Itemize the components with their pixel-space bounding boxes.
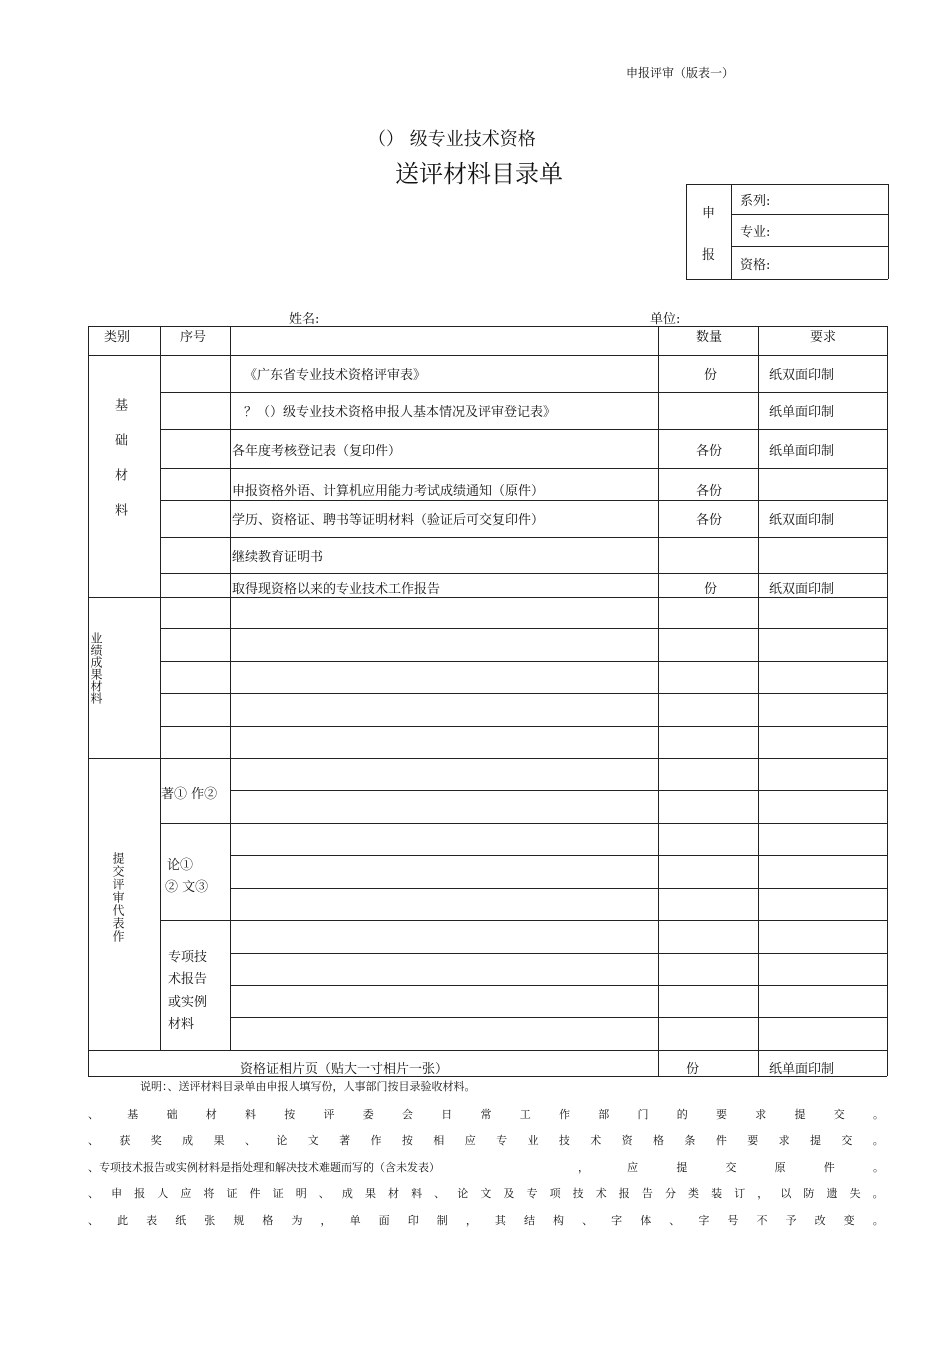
note-line-2: 、 获 奖 成 果 、 论 文 著 作 按 相 应 专 业 技 术 资 格 条 件 要 求 提 交 。 bbox=[88, 1134, 884, 1147]
basic-req-2: 纸单面印制 bbox=[769, 405, 835, 420]
basic-item-2: ？（）级专业技术资格申报人基本情况及评审登记表》 bbox=[244, 405, 557, 420]
basic-item-7: 取得现资格以来的专业技术工作报告 bbox=[232, 582, 441, 597]
header-quantity: 数量 bbox=[696, 330, 723, 345]
report-label-line-3: 或实例 bbox=[168, 995, 208, 1010]
basic-req-7: 纸双面印制 bbox=[769, 582, 835, 597]
papers-label-1: 论① bbox=[167, 858, 194, 873]
report-label-line-2: 术报告 bbox=[168, 972, 208, 987]
category-representative: 提交评审代表作 bbox=[111, 852, 125, 943]
basic-req-3: 纸单面印制 bbox=[769, 444, 835, 459]
unit-label[interactable]: 单位: bbox=[650, 312, 681, 327]
basic-qty-1: 份 bbox=[704, 368, 718, 383]
note-line-3-left: 、专项技术报告或实例材料是指处理和解决技术难题而写的（含未发表） bbox=[88, 1161, 440, 1174]
basic-qty-7: 份 bbox=[704, 582, 718, 597]
note-line-4: 、 申 报 人 应 将 证 件 证 明 、 成 果 材 料 、 论 文 及 专 项 技 术 报 告 分 类 装 订 ， 以 防 遗 失 。 bbox=[88, 1187, 884, 1200]
note-line-5: 、 此 表 纸 张 规 格 为 ， 单 面 印 制 ， 其 结 构 、 字 体 、 字 号 不 予 改 变 。 bbox=[88, 1214, 884, 1227]
version-tag: 申报评审（版表一） bbox=[626, 66, 735, 80]
report-label-line-1: 专项技 bbox=[168, 950, 208, 965]
note-line-1: 、 基 础 材 料 按 评 委 会 日 常 工 作 部 门 的 要 求 提 交 。 bbox=[88, 1108, 884, 1121]
basic-item-3: 各年度考核登记表（复印件） bbox=[232, 444, 402, 459]
notes-intro: 说明：、送评材料目录单由申报人填写份，人事部门按目录验收材料。 bbox=[140, 1080, 476, 1093]
series-field[interactable]: 系列: bbox=[740, 194, 771, 209]
category-basic: 基础材料 bbox=[112, 398, 127, 538]
header-requirement: 要求 bbox=[810, 330, 837, 345]
basic-item-5: 学历、资格证、聘书等证明材料（验证后可交复印件） bbox=[232, 513, 545, 528]
report-label-line-4: 材料 bbox=[168, 1017, 195, 1032]
photo-item: 资格证相片页（贴大一寸相片一张） bbox=[240, 1062, 449, 1077]
photo-qty: 份 bbox=[686, 1062, 700, 1077]
qualification-field[interactable]: 资格: bbox=[740, 258, 771, 273]
header-category: 类别 bbox=[104, 330, 131, 345]
title-line-1: （） 级专业技术资格 bbox=[368, 129, 536, 150]
basic-item-6: 继续教育证明书 bbox=[232, 550, 324, 565]
page-title: 送评材料目录单 bbox=[395, 160, 563, 188]
applicant-side-char-1: 申 bbox=[702, 206, 716, 221]
category-achievements: 业绩成果材料 bbox=[89, 632, 103, 704]
major-field[interactable]: 专业: bbox=[740, 225, 771, 240]
basic-req-5: 纸双面印制 bbox=[769, 513, 835, 528]
works-label: 著① 作② bbox=[161, 787, 218, 802]
basic-qty-4: 各份 bbox=[696, 484, 723, 499]
note-line-3-right: ， 应 提 交 原 件 。 bbox=[578, 1161, 884, 1174]
header-seq: 序号 bbox=[180, 330, 207, 345]
basic-qty-5: 各份 bbox=[696, 513, 723, 528]
name-label[interactable]: 姓名: bbox=[289, 312, 320, 327]
basic-item-4: 申报资格外语、计算机应用能力考试成绩通知（原件） bbox=[232, 484, 545, 499]
applicant-side-char-2: 报 bbox=[702, 248, 716, 263]
basic-item-1: 《广东省专业技术资格评审表》 bbox=[244, 368, 427, 383]
basic-qty-3: 各份 bbox=[696, 444, 723, 459]
papers-label-2: ② 文③ bbox=[165, 880, 209, 895]
photo-req: 纸单面印制 bbox=[769, 1062, 835, 1077]
basic-req-1: 纸双面印制 bbox=[769, 368, 835, 383]
